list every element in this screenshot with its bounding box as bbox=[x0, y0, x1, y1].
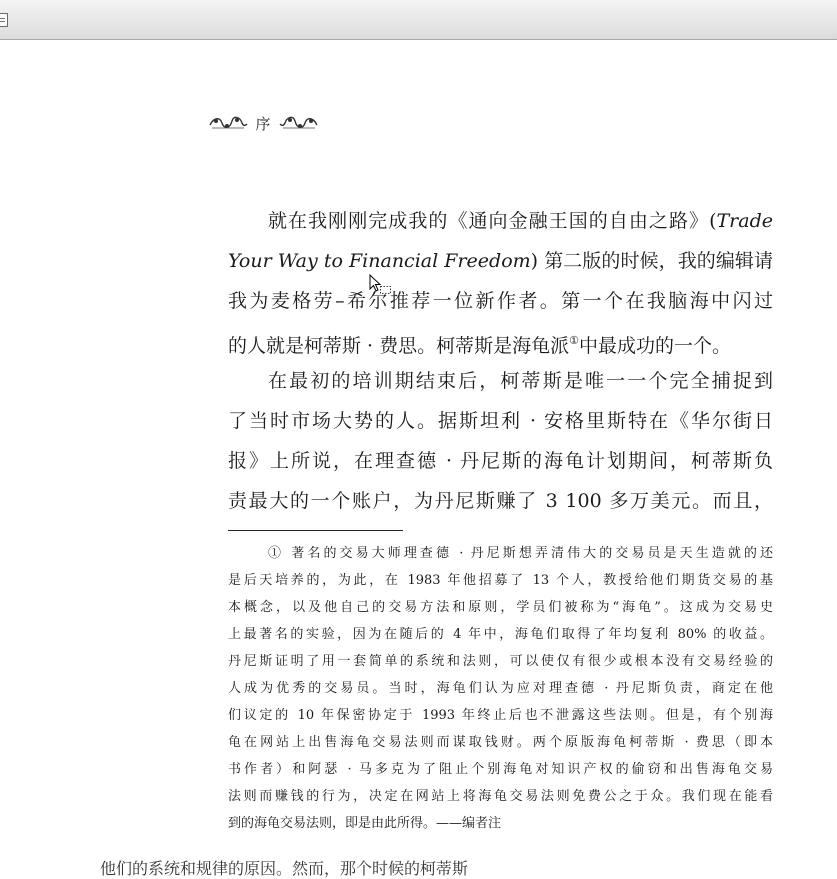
footnote-line-7: 们议定的 10 年保密协定于 1993 年终止后也不泄露这些法则。但是，有个别海 bbox=[228, 708, 773, 723]
footnote-line-9: 书作者）和阿瑟 · 马多克为了阻止个别海龟对知识产权的偷窃和出售海龟交易 bbox=[228, 762, 773, 777]
ornament-left-icon bbox=[208, 115, 248, 131]
main-body-text bbox=[228, 201, 773, 521]
footnote-line-10: 法则而赚钱的行为，决定在网站上将海龟交易法则免费公之于众。我们现在能看 bbox=[228, 789, 773, 804]
footnote-line-8: 龟在网站上出售海龟交易法则而谋取钱财。两个原版海龟柯蒂斯 · 费思（即本 bbox=[228, 735, 773, 750]
next-page-text-fragment: 他们的系统和规律的原因。然而，那个时候的柯蒂斯 bbox=[100, 859, 469, 878]
body-line-1: 就在我刚刚完成我的《通向金融王国的自由之路》(Trade bbox=[268, 210, 773, 232]
footnote-line-6: 人成为优秀的交易员。当时，海龟们认为应对理查德 · 丹尼斯负责，商定在他 bbox=[228, 681, 773, 696]
body-line-4: 的人就是柯蒂斯 · 费思。柯蒂斯是海龟派①中最成功的一个。 bbox=[228, 334, 732, 357]
body-line-8: 责最大的一个账户，为丹尼斯赚了 3 100 多万美元。而且， bbox=[228, 490, 773, 512]
body-line-7: 报》上所说，在理查德 · 丹尼斯的海龟计划期间，柯蒂斯负 bbox=[228, 450, 773, 472]
section-heading bbox=[208, 111, 318, 135]
heading-title: 序 bbox=[255, 114, 271, 133]
body-line-2: Your Way to Financial Freedom) 第二版的时候，我的编辑请 bbox=[228, 250, 773, 272]
mouse-pointer-icon bbox=[369, 274, 393, 300]
body-line-3: 我为麦格劳–希尔推荐一位新作者。第一个在我脑海中闪过 bbox=[228, 290, 773, 312]
footnote-line-1: ① 著名的交易大师理查德 · 丹尼斯想弄清伟大的交易员是天生造就的还 bbox=[268, 546, 773, 561]
footnote-text bbox=[228, 540, 773, 837]
footnote-divider bbox=[228, 530, 403, 531]
ornament-right-icon bbox=[279, 115, 319, 131]
footnote-line-2: 是后天培养的，为此，在 1983 年他招募了 13 个人，教授给他们期货交易的基 bbox=[228, 573, 773, 588]
footnote-marker[interactable]: ① bbox=[569, 334, 579, 347]
footnote-line-4: 上最著名的实验，因为在随后的 4 年中，海龟们取得了年均复利 80% 的收益。 bbox=[228, 627, 773, 642]
viewer-toolbar bbox=[0, 0, 837, 40]
body-line-6: 了当时市场大势的人。据斯坦利 · 安格里斯特在《华尔街日 bbox=[228, 410, 773, 432]
document-icon[interactable] bbox=[0, 13, 8, 27]
italic-title-rest: Your Way to Financial Freedom bbox=[228, 250, 531, 272]
footnote-line-5: 丹尼斯证明了用一套简单的系统和法则，可以使仅有很少或根本没有交易经验的 bbox=[228, 654, 773, 669]
italic-title-start: Trade bbox=[716, 210, 773, 232]
body-line-5: 在最初的培训期结束后，柯蒂斯是唯一一个完全捕捉到 bbox=[268, 370, 773, 392]
footnote-line-11: 到的海龟交易法则，即是由此所得。——编者注 bbox=[228, 816, 502, 831]
footnote-line-3: 本概念，以及他自己的交易方法和原则，学员们被称为“海龟”。这成为交易史 bbox=[228, 600, 773, 615]
